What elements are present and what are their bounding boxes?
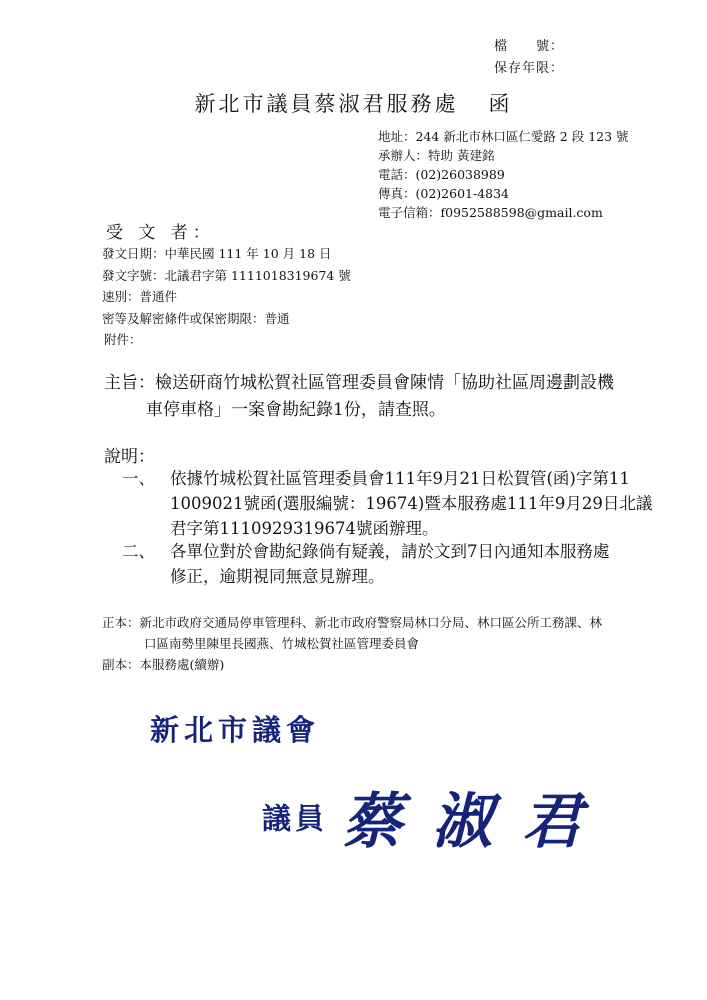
councilor-name: 蔡淑君 xyxy=(342,787,613,857)
main-recipients-line-1: 正本：新北市政府交通局停車管理科、新北市政府警察局林口分局、林口區公所工務課、林 xyxy=(102,615,603,630)
explanation-label: 說明： xyxy=(104,447,155,467)
document-type: 函 xyxy=(488,92,513,116)
attachment-label: 附件： xyxy=(104,332,142,347)
document-number: 發文字號：北議君字第 1111018319674 號 xyxy=(102,267,351,283)
document-meta xyxy=(102,243,351,351)
explanation-item xyxy=(122,466,653,546)
secrecy-level: 密等及解密條件或保密期限：普通 xyxy=(102,310,290,326)
councilor-title: 議員 xyxy=(262,801,329,836)
email: 電子信箱：f0952588598@gmail.com xyxy=(378,205,603,220)
issue-date: 發文日期：中華民國 111 年 10 月 18 日 xyxy=(102,246,332,261)
retention-period-label: 保存年限： xyxy=(494,61,565,76)
agency-name: 新北市議員蔡淑君服務處 xyxy=(194,92,459,116)
subject-line-1: 主旨：檢送研商竹城松賀社區管理委員會陳情「協助社區周邊劃設機 xyxy=(104,373,614,393)
file-number-label: 檔 號： xyxy=(494,39,565,54)
item-line: 各單位對於會勘紀錄倘有疑義，請於文到7日內通知本服務處 xyxy=(170,542,610,561)
recipient-label: 受 文 者： xyxy=(106,223,215,243)
contact-block xyxy=(378,127,629,222)
item-number: 二、 xyxy=(122,542,155,561)
item-number: 一、 xyxy=(122,469,155,488)
distribution xyxy=(102,612,602,675)
explanation-item xyxy=(122,539,642,594)
phone: 電話：(02)26038989 xyxy=(378,167,505,182)
councilor-seal xyxy=(262,774,612,860)
fax: 傳真：(02)2601-4834 xyxy=(378,186,510,201)
subject xyxy=(104,370,614,424)
item-line: 1009021號函(選服編號：19674)暨本服務處111年9月29日北議 xyxy=(170,494,653,513)
handler: 承辦人：特助 黃建銘 xyxy=(378,148,495,163)
document-title xyxy=(0,88,707,118)
item-line: 依據竹城松賀社區管理委員會111年9月21日松賀管(函)字第11 xyxy=(170,469,630,488)
delivery-speed: 速別：普通件 xyxy=(102,289,178,304)
subject-line-2: 車停車格」一案會勘紀錄1份，請查照。 xyxy=(146,400,446,420)
address: 地址：244 新北市林口區仁愛路 2 段 123 號 xyxy=(378,129,629,144)
main-recipients-line-2: 口區南勢里陳里長國燕、竹城松賀社區管理委員會 xyxy=(144,636,420,651)
item-line: 修正，逾期視同無意見辦理。 xyxy=(170,567,385,586)
council-seal: 新北市議會 xyxy=(150,713,321,747)
item-line: 君字第1110929319674號函辦理。 xyxy=(170,519,439,538)
copy-recipients: 副本：本服務處(續辦) xyxy=(102,657,225,672)
